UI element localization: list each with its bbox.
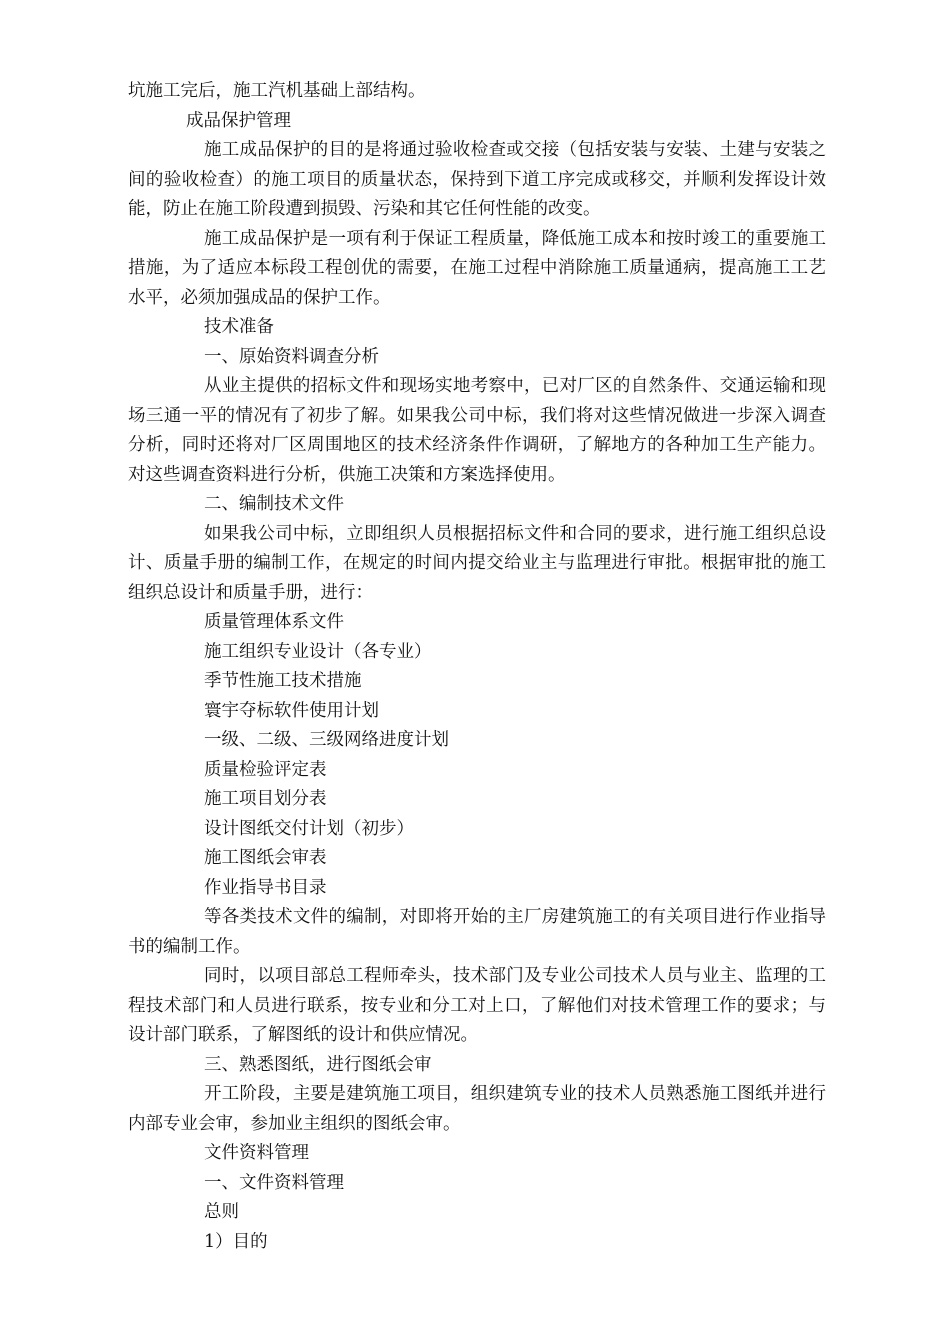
section-title-product-protection: 成品保护管理 xyxy=(186,110,291,131)
list-item: 寰宇夺标软件使用计划 xyxy=(204,700,379,721)
list-item: 施工项目划分表 xyxy=(204,789,327,809)
list-item: 设计图纸交付计划（初步） xyxy=(204,818,414,839)
list-item: 一级、二级、三级网络进度计划 xyxy=(204,730,449,750)
subsection-title: 一、原始资料调查分析 xyxy=(204,346,379,367)
section-title-docs: 文件资料管理 xyxy=(204,1143,309,1163)
paragraph: 如果我公司中标，立即组织人员根据招标文件和合同的要求，进行施工组织总设计、质量手册的编制工作，在规定的时间内提交给业主与监理进行审批。根据审批的施工组织总设计和质量手册，进行： xyxy=(128,523,826,603)
list-item: 质量管理体系文件 xyxy=(204,612,344,632)
subsection-title: 二、编制技术文件 xyxy=(204,494,344,514)
list-item: 施工图纸会审表 xyxy=(204,848,327,868)
paragraph: 施工成品保护是一项有利于保证工程质量，降低施工成本和按时竣工的重要施工措施，为了适应本标段工程创优的需要，在施工过程中消除施工质量通病，提高施工工艺水平，必须加强成品的保护工作。 xyxy=(128,228,826,308)
paragraph: 同时，以项目部总工程师牵头，技术部门及专业公司技术人员与业主、监理的工程技术部门和人员进行联系，按专业和分工对上口，了解他们对技术管理工作的要求；与设计部门联系，了解图纸的设计和供应情况。 xyxy=(128,966,826,1045)
document-page xyxy=(128,77,826,1257)
paragraph: 从业主提供的招标文件和现场实地考察中，已对厂区的自然条件、交通运输和现场三通一平的情况有了初步了解。如果我公司中标，我们将对这些情况做进一步深入调查分析，同时还将对厂区周围地区的技术经济条件作调研，了解地方的各种加工生产能力。对这些调查资料进行分析，供施工决策和方案选择使用。 xyxy=(128,376,826,485)
paragraph: 开工阶段，主要是建筑施工项目，组织建筑专业的技术人员熟悉施工图纸并进行内部专业会审，参加业主组织的图纸会审。 xyxy=(128,1084,826,1134)
subsection-title: 三、熟悉图纸，进行图纸会审 xyxy=(204,1054,432,1075)
list-item: 作业指导书目录 xyxy=(204,877,327,898)
paragraph: 等各类技术文件的编制，对即将开始的主厂房建筑施工的有关项目进行作业指导书的编制工作。 xyxy=(128,907,826,957)
paragraph: 施工成品保护的目的是将通过验收检查或交接（包括安装与安装、土建与安装之间的验收检查）的施工项目的质量状态，保持到下道工序完成或移交，并顺利发挥设计效能，防止在施工阶段遭到损毁、污染和其它任何性能的改变。 xyxy=(128,140,826,219)
list-item: 质量检验评定表 xyxy=(204,759,327,780)
section-title-tech-prep: 技术准备 xyxy=(204,317,274,337)
purpose-heading: 1）目的 xyxy=(204,1231,268,1252)
subsection-title: 一、文件资料管理 xyxy=(204,1172,344,1193)
list-item: 施工组织专业设计（各专业） xyxy=(204,641,432,662)
general-heading: 总则 xyxy=(204,1202,239,1222)
list-item: 季节性施工技术措施 xyxy=(204,671,362,691)
continuation-paragraph: 坑施工完后，施工汽机基础上部结构。 xyxy=(128,81,426,101)
